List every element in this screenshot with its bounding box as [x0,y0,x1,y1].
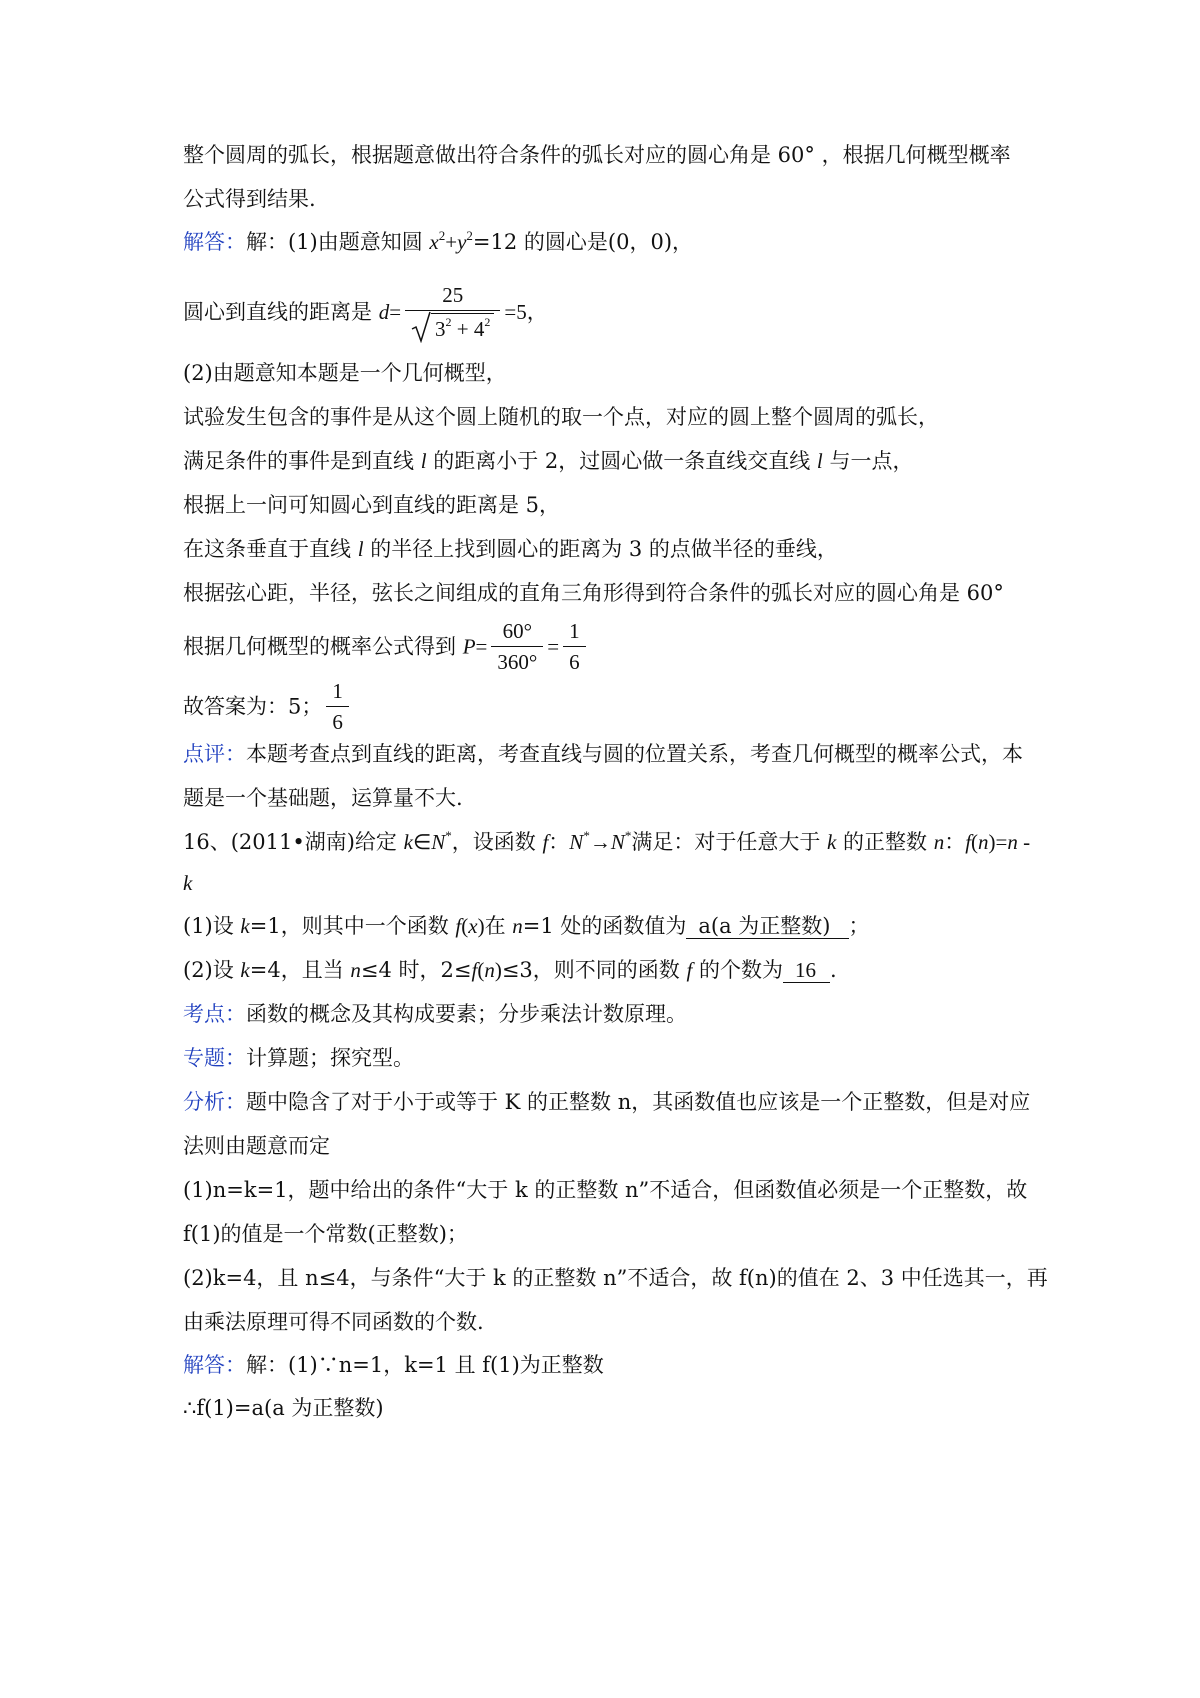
final-answer-fraction: $\frac{1}{6}$ [326,678,349,735]
question-2-line: (2)设 k=4，且当 n≤4 时，2≤f(n)≤3，则不同的函数 f 的个数为 16 . [183,958,837,982]
text-line: 法则由题意而定 [183,1134,330,1158]
text-line: (2)k=4，且 n≤4，与条件“大于 k 的正整数 n”不适合，故 f(n)的值在 2、3 中任选其一，再 [183,1266,1048,1290]
text-line: 根据上一问可知圆心到直线的距离是 5， [183,493,561,517]
comment-label: 点评： [183,742,246,766]
text-line: 试验发生包含的事件是从这个圆上随机的取一个点，对应的圆上整个圆周的弧长， [183,405,939,429]
key-point-label: 考点： [183,1002,246,1026]
final-answer-line: 故答案为：5； $\frac{1}{6}$ [183,678,353,735]
text-line: (1)n=k=1，题中给出的条件“大于 k 的正整数 n”不适合，但函数值必须是一个正整数，故 [183,1178,1028,1202]
topic-label: 专题： [183,1046,246,1070]
text-line: ∴f(1)=a(a 为正整数) [183,1396,384,1420]
answer-blank-1: a(a 为正整数) [686,914,848,939]
text-line: 由乘法原理可得不同函数的个数. [183,1310,484,1334]
probability-line: 根据几何概型的概率公式得到 P= $\frac{60^\circ}{360^\circ}$ = $\frac{1}{6}$ [183,618,590,675]
text-line: k [183,871,193,895]
answer-label: 解答： [183,230,246,254]
text-line: 在这条垂直于直线 l 的半径上找到圆心的距离为 3 的点做半径的垂线， [183,537,838,561]
text-line: 整个圆周的弧长，根据题意做出符合条件的弧长对应的圆心角是 60° ，根据几何概型概率 [183,143,1011,167]
probability-result-fraction: $\frac{1}{6}$ [563,618,586,675]
solution-line: 解答：解：(1)∵n=1，k=1 且 f(1)为正整数 [183,1353,604,1377]
comment-line: 点评：本题考查点到直线的距离，考查直线与圆的位置关系，考查几何概型的概率公式，本 [183,742,1023,766]
solution-label: 解答： [183,1353,246,1377]
distance-line: 圆心到直线的距离是 d= $\frac{25}{3^2 + 4^2}$ =5， [183,283,548,341]
key-point-line: 考点：函数的概念及其构成要素；分步乘法计数原理。 [183,1002,687,1026]
question-1-line: (1)设 k=1，则其中一个函数 f(x)在 n=1 处的函数值为 a(a 为正整数) ； [183,914,870,938]
text-line: 根据弦心距，半径，弦长之间组成的直角三角形得到符合条件的弧长对应的圆心角是 60° [183,581,1004,605]
distance-fraction: $\frac{25}{3^2 + 4^2}$ [405,282,500,342]
text-line: (2)由题意知本题是一个几何概型， [183,361,507,385]
text-line: f(1)的值是一个常数(正整数)； [183,1222,468,1246]
text-line: 公式得到结果. [183,187,316,211]
answer-blank-2: 16 [783,958,830,983]
text-line: 满足条件的事件是到直线 l 的距离小于 2，过圆心做一条直线交直线 l 与一点， [183,449,914,473]
topic-line: 专题：计算题；探究型。 [183,1046,414,1070]
text-line: 题是一个基础题，运算量不大. [183,786,463,810]
probability-fraction: $\frac{60^\circ}{360^\circ}$ [491,618,543,675]
problem-16-title: 16、(2011•湖南)给定 k∈N*，设函数 f：N*→N*满足：对于任意大于 k 的正整数 n：f(n)=n - [183,828,1031,854]
analysis-line: 分析：题中隐含了对于小于或等于 K 的正整数 n，其函数值也应该是一个正整数，但是对应 [183,1090,1031,1114]
answer-line: 解答：解：(1)由题意知圆 $x^2+y^2=12$ 的圆心是(0，0)， [183,228,694,254]
analysis-label: 分析： [183,1090,246,1114]
